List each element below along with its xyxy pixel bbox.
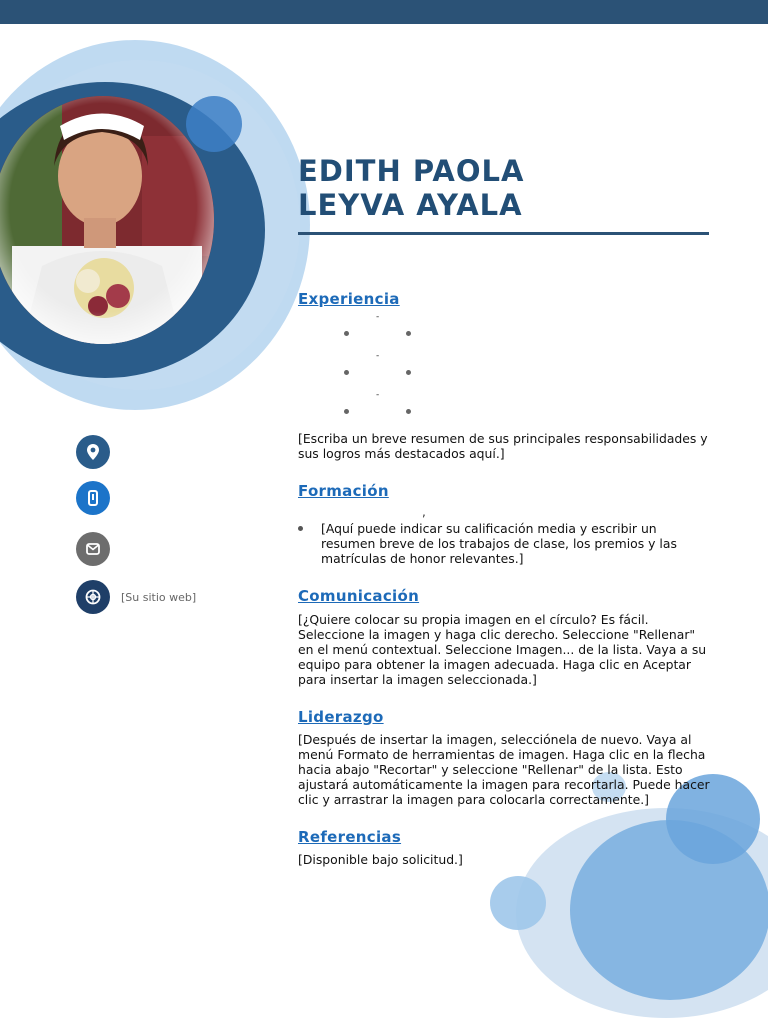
website-text[interactable]: [Su sitio web]	[121, 591, 197, 604]
experience-bullet	[406, 331, 411, 336]
name-line-2: LEYVA AYALA	[298, 188, 523, 222]
leadership-text: [Después de insertar la imagen, selecciónela de nuevo. Vaya al menú Formato de herramientas de imagen. Haga clic en la flecha hacia abajo "Recortar" y seleccione "Rellenar" de la lista. Esto ajustará automáticamente la imagen para recortarla. Puede hacer clic y arrastrar la imagen para colocarla correctamente.]	[298, 732, 710, 807]
heading-leadership[interactable]: Liderazgo	[298, 708, 384, 726]
phone-icon	[76, 481, 110, 515]
heading-communication[interactable]: Comunicación	[298, 587, 420, 605]
experience-bullet	[344, 409, 349, 414]
experience-bullet	[406, 409, 411, 414]
experience-bullet	[344, 331, 349, 336]
decor-blob-bottom-left	[490, 876, 546, 930]
top-bar	[0, 0, 768, 24]
education-item-text: [Aquí puede indicar su calificación media y escribir un resumen breve de los trabajos de clase, los premios y las matrículas de honor relevantes.]	[321, 521, 677, 566]
experience-dash-3: -	[376, 390, 380, 400]
experience-bullet	[344, 370, 349, 375]
list-bullet	[298, 526, 303, 531]
heading-experience[interactable]: Experiencia	[298, 290, 400, 308]
heading-education[interactable]: Formación	[298, 482, 389, 500]
email-icon	[76, 532, 110, 566]
name-line-1: EDITH PAOLA	[298, 154, 525, 188]
website-icon	[76, 580, 110, 614]
communication-text: [¿Quiere colocar su propia imagen en el círculo? Es fácil. Seleccione la imagen y haga clic derecho. Seleccione "Rellenar" en el menú contextual. Seleccione Imagen... de la lista. Vaya a su equipo para obtener la imagen adecuada. Haga clic en Aceptar para insertar la imagen seleccionada.]	[298, 612, 707, 687]
experience-bullet	[406, 370, 411, 375]
experience-dash-2: -	[376, 351, 380, 361]
references-text: [Disponible bajo solicitud.]	[298, 852, 463, 867]
decor-dot-blue	[186, 96, 242, 152]
education-comma: ,	[422, 505, 426, 519]
experience-dash-1: -	[376, 312, 380, 322]
experience-summary: [Escriba un breve resumen de sus principales responsabilidades y sus logros más destacados aquí.]	[298, 431, 708, 461]
person-name	[298, 154, 718, 222]
profile-photo	[0, 96, 214, 344]
name-divider	[298, 232, 709, 235]
location-icon	[76, 435, 110, 469]
heading-references[interactable]: Referencias	[298, 828, 402, 846]
